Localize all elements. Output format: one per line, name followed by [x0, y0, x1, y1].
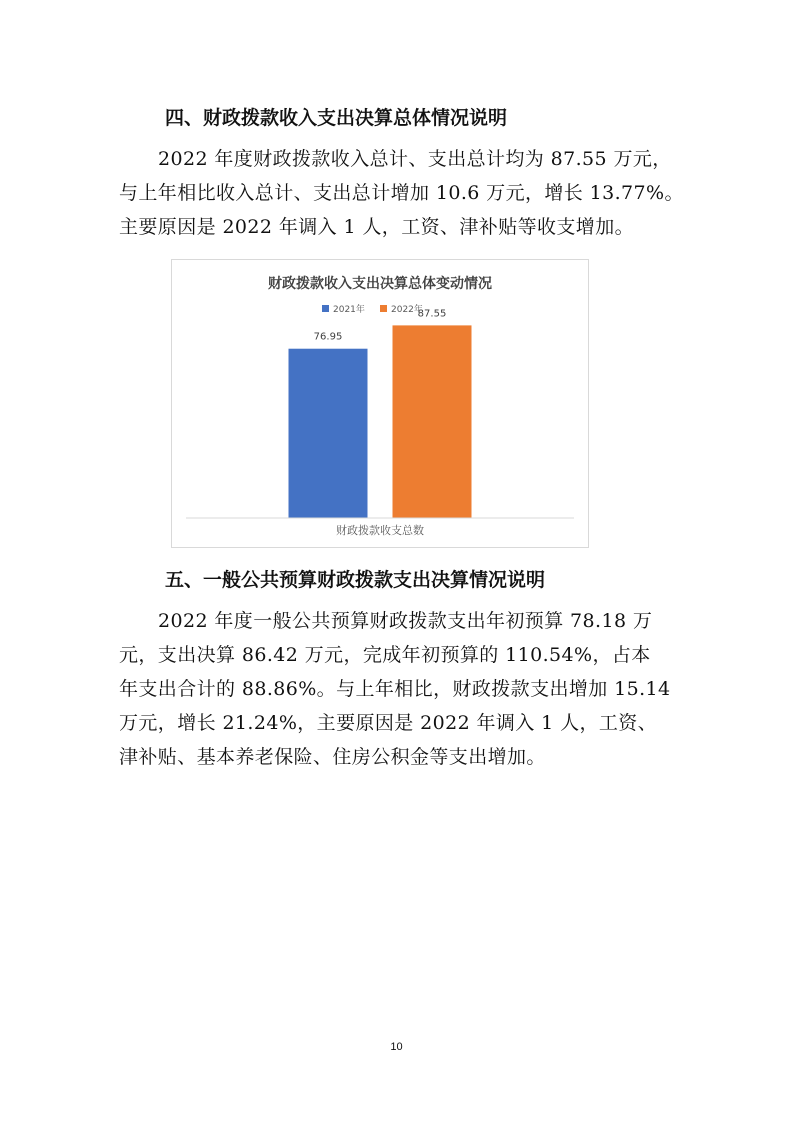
paragraph-line: 元，支出决算 86.42 万元，完成年初预算的 110.54%，占本: [119, 644, 651, 666]
paragraph-line: 主要原因是 2022 年调入 1 人，工资、津补贴等收支增加。: [119, 216, 635, 238]
bar-value-label: 87.55: [417, 308, 447, 320]
legend-swatch: [380, 305, 387, 312]
chart-canvas: [172, 260, 588, 547]
legend-label: 2022年: [391, 305, 423, 315]
chart-legend: [322, 303, 423, 315]
bar-value-label: 76.95: [313, 331, 343, 343]
paragraph-line: 2022 年度财政拨款收入总计、支出总计均为 87.55 万元，: [158, 148, 672, 170]
legend-swatch: [322, 305, 329, 312]
paragraph-line: 津补贴、基本养老保险、住房公积金等支出增加。: [119, 746, 546, 768]
section-4-heading: 四、财政拨款收入支出决算总体情况说明: [165, 107, 508, 129]
bar: [289, 349, 368, 518]
page-number: 10: [390, 1041, 403, 1053]
chart-bars: [289, 308, 472, 518]
paragraph-line: 年支出合计的 88.86%。与上年相比，财政拨款支出增加 15.14: [119, 678, 671, 700]
chart-title: 财政拨款收入支出决算总体变动情况: [268, 276, 492, 292]
bar: [393, 325, 472, 518]
budget-change-chart: [171, 259, 589, 548]
legend-label: 2021年: [333, 305, 365, 315]
paragraph-line: 2022 年度一般公共预算财政拨款支出年初预算 78.18 万: [158, 610, 653, 632]
section-5-heading: 五、一般公共预算财政拨款支出决算情况说明: [165, 569, 546, 591]
section-4-paragraph: [119, 142, 684, 244]
paragraph-line: 与上年相比收入总计、支出总计增加 10.6 万元，增长 13.77%。: [119, 182, 684, 204]
section-5-paragraph: [119, 604, 679, 774]
x-category-label: 财政拨款收支总数: [336, 524, 424, 537]
paragraph-line: 万元，增长 21.24%，主要原因是 2022 年调入 1 人，工资、: [119, 712, 658, 734]
